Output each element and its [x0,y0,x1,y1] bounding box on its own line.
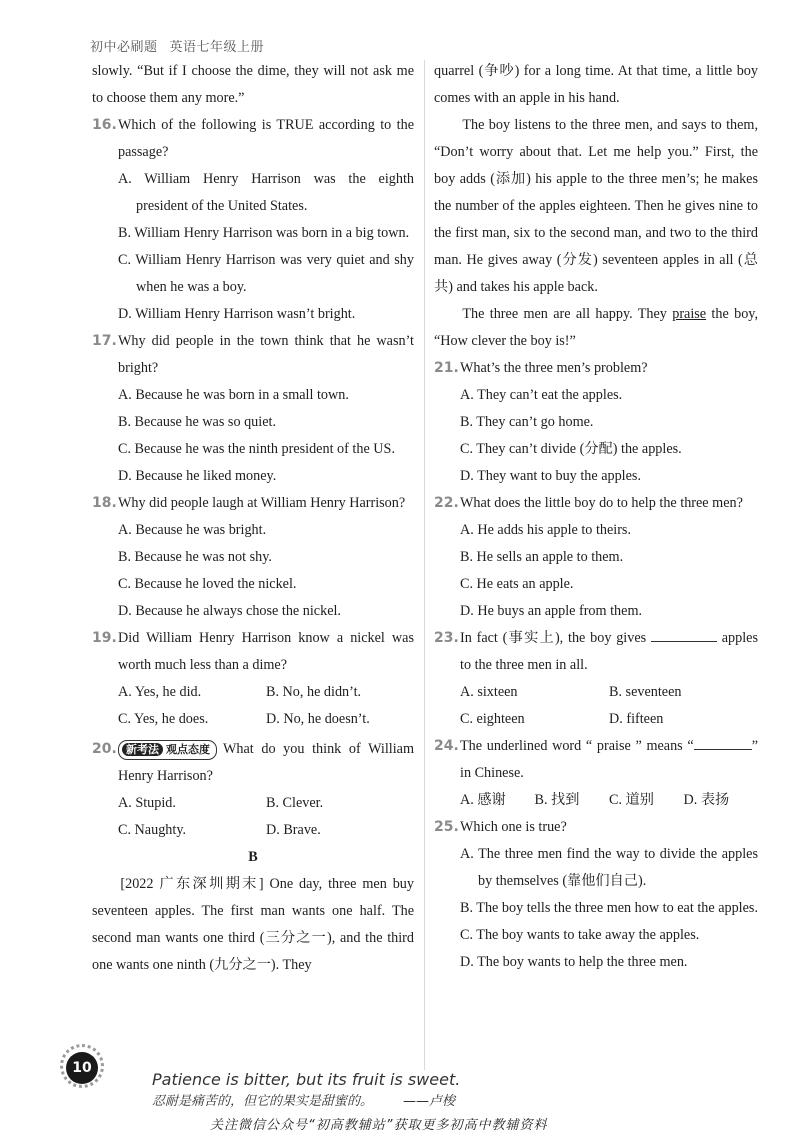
option-d[interactable]: D. Brave. [266,822,321,838]
answer-blank[interactable] [694,735,752,750]
option-d[interactable]: D. They want to buy the apples. [460,468,641,484]
question-number: 17. [92,333,117,349]
question-25 [434,814,758,976]
passage-a-continuation: slowly. “But if I choose the dime, they will not ask me to choose them any more.” [92,63,414,106]
question-number: 19. [92,630,117,646]
underlined-word: praise [672,306,707,322]
option-c[interactable]: C. Yes, he does. [118,711,209,727]
option-c[interactable]: C. 道别 [609,792,654,808]
new-exam-tag: 新考法 观点态度 [118,740,217,760]
option-c[interactable]: C. William Henry Harrison was very quiet and shy when he was a boy. [118,252,414,295]
question-21 [434,355,758,490]
passage-b: [2022 广东深圳期末] One day, three men buy seventeen apples. The first man wants one half. The second man wants one third (三分之一), and the third one wants one ninth (九分之一). They [92,876,414,973]
option-c[interactable]: C. Because he was the ninth president of the US. [118,441,395,457]
question-stem: Why did people in the town think that he wasn’t bright? [118,333,414,376]
option-b[interactable]: B. Clever. [266,795,324,811]
question-stem: What does the little boy do to help the three men? [460,495,743,511]
option-b[interactable]: B. The boy tells the three men how to eat the apples. [460,900,758,916]
option-b[interactable]: B. They can’t go home. [460,414,594,430]
option-a[interactable]: A. sixteen [460,684,518,700]
passage-b-para-1: quarrel (争吵) for a long time. At that time, a little boy comes with an apple in his hand. [434,63,758,106]
page-footer [60,1044,760,1132]
subject-title: 英语七年级上册 [169,40,265,55]
option-b[interactable]: B. No, he didn’t. [266,684,362,700]
question-number: 18. [92,495,117,511]
option-c[interactable]: C. The boy wants to take away the apples. [460,927,700,943]
option-a[interactable]: A. Yes, he did. [118,684,202,700]
question-22 [434,490,758,625]
right-column [434,58,758,976]
question-stem: Why did people laugh at William Henry Harrison? [118,495,406,511]
question-number: 22. [434,495,459,511]
option-c[interactable]: C. They can’t divide (分配) the apples. [460,441,682,457]
question-18 [92,490,414,625]
option-a[interactable]: A. William Henry Harrison was the eighth president of the United States. [118,171,414,214]
promo-text: 关注微信公众号“初高教辅站”获取更多初高中教辅资料 [210,1118,548,1133]
question-number: 23. [434,630,459,646]
question-stem: Did William Henry Harrison know a nickel was worth much less than a dime? [118,630,414,673]
option-c[interactable]: C. Because he loved the nickel. [118,576,297,592]
option-b[interactable]: B. Because he was so quiet. [118,414,276,430]
option-b[interactable]: B. seventeen [609,684,682,700]
answer-blank[interactable] [651,627,717,642]
option-d[interactable]: D. Because he liked money. [118,468,277,484]
option-c[interactable]: C. eighteen [460,711,525,727]
option-d[interactable]: D. Because he always chose the nickel. [118,603,341,619]
question-24: 24. The underlined word “ praise ” means “ ” in Chinese. A. 感谢 B. 找到 C. 道别 D. 表扬 [434,733,758,814]
option-b[interactable]: B. William Henry Harrison was born in a big town. [118,225,410,241]
option-a[interactable]: A. Because he was born in a small town. [118,387,349,403]
option-d[interactable]: D. William Henry Harrison wasn’t bright. [118,306,356,322]
question-number: 25. [434,819,459,835]
question-stem: What do you think of William Henry Harrison? [118,741,414,784]
option-a[interactable]: A. The three men find the way to divide the apples by themselves (靠他们自己). [460,846,758,889]
option-a[interactable]: A. Because he was bright. [118,522,267,538]
option-b[interactable]: B. He sells an apple to them. [460,549,624,565]
left-column [92,58,414,979]
option-c[interactable]: C. He eats an apple. [460,576,574,592]
question-number: 16. [92,117,117,133]
running-header [90,36,264,55]
motto-english: Patience is bitter, but its fruit is sweet. [152,1070,461,1089]
passage-b-para-2: The boy listens to the three men, and says to them, “Don’t worry about that. Let me help you.” First, the boy adds (添加) his apple to the three men’s; he makes the number of the apples eighteen. Then he gives nine to the first man, six to the second man, and two to the third man. He gives away (分发) seventeen apples in all (总共) and takes his apple back. [434,117,758,295]
question-number: 20. [92,741,117,757]
option-d[interactable]: D. No, he doesn’t. [266,711,370,727]
question-stem: What’s the three men’s problem? [460,360,648,376]
question-number: 21. [434,360,459,376]
question-19 [92,625,414,733]
option-d[interactable]: D. He buys an apple from them. [460,603,643,619]
passage-b-para-3: The three men are all happy. They praise the boy, “How clever the boy is!” [434,306,759,349]
question-stem: Which one is true? [460,819,567,835]
question-number: 24. [434,738,459,754]
option-b[interactable]: B. 找到 [534,792,580,808]
question-20 [92,736,414,844]
motto-chinese: 忍耐是痛苦的，但它的果实是甜蜜的。 ——卢梭 [152,1094,456,1109]
option-d[interactable]: D. fifteen [609,711,664,727]
option-b[interactable]: B. Because he was not shy. [118,549,272,565]
option-c[interactable]: C. Naughty. [118,822,187,838]
option-a[interactable]: A. They can’t eat the apples. [460,387,623,403]
page-number: 10 [66,1052,98,1084]
option-a[interactable]: A. 感谢 [460,792,506,808]
option-d[interactable]: D. 表扬 [683,792,730,808]
question-stem: Which of the following is TRUE according to the passage? [118,117,414,160]
option-a[interactable]: A. He adds his apple to theirs. [460,522,632,538]
question-23: 23. In fact (事实上), the boy gives apples to the three men in all. A. sixteen B. seventeen C. eighteen D. fifteen [434,625,758,733]
question-16 [92,112,414,328]
book-title: 初中必刷题 [90,40,158,55]
motto-author: ——卢梭 [403,1094,456,1109]
option-d[interactable]: D. The boy wants to help the three men. [460,954,688,970]
section-b-title: B [248,849,258,865]
column-divider [424,60,425,1070]
question-17 [92,328,414,490]
option-a[interactable]: A. Stupid. [118,795,176,811]
